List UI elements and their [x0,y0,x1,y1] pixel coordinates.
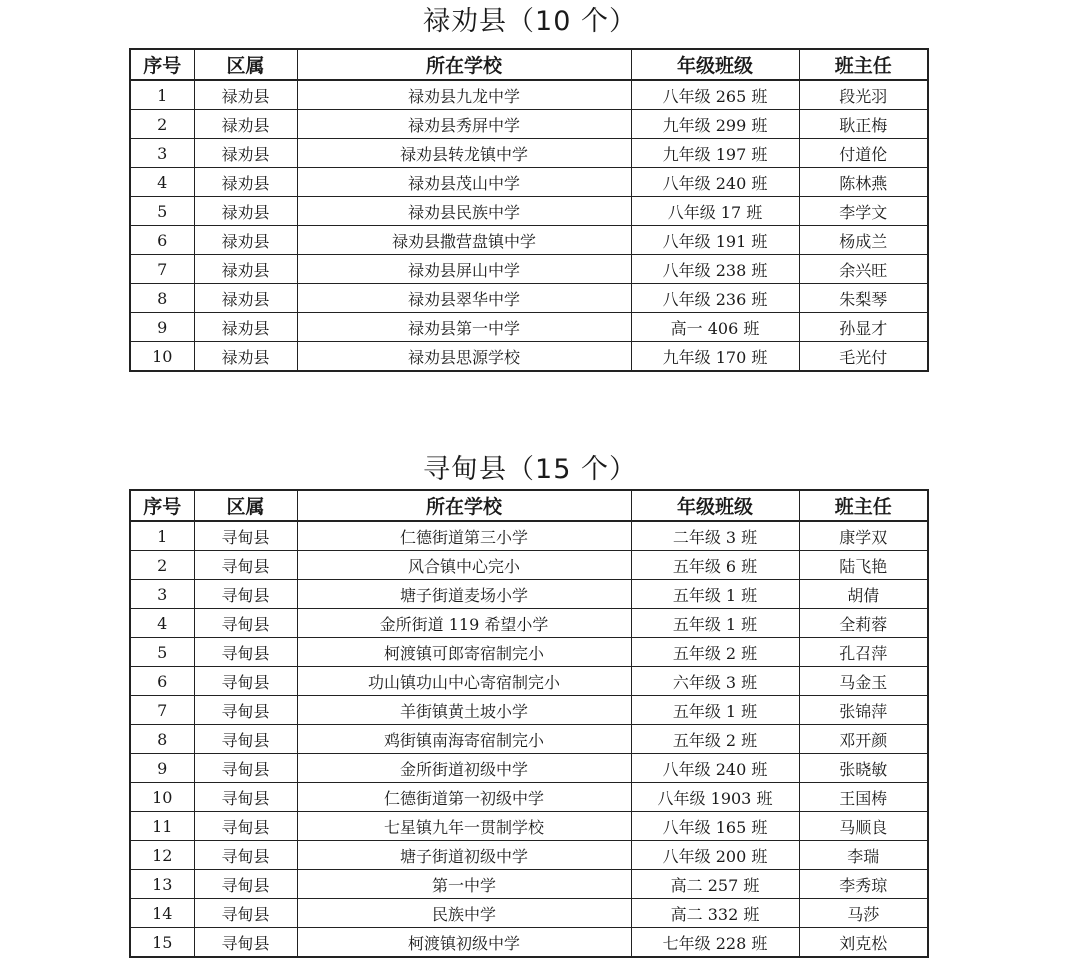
cell-serial: 4 [130,609,194,638]
cell-serial: 1 [130,521,194,551]
table-row [130,783,928,812]
cell-serial: 9 [130,754,194,783]
cell-school: 仁德街道第一初级中学 [297,783,631,812]
table-row [130,168,928,197]
cell-grade-class: 五年级 2 班 [631,725,799,754]
cell-district: 寻甸县 [194,870,297,899]
cell-head-teacher: 李秀琼 [799,870,928,899]
table-row [130,197,928,226]
header-school: 所在学校 [297,49,631,80]
cell-district: 禄劝县 [194,313,297,342]
cell-head-teacher: 孙显才 [799,313,928,342]
cell-school: 禄劝县屏山中学 [297,255,631,284]
cell-serial: 14 [130,899,194,928]
cell-school: 禄劝县思源学校 [297,342,631,372]
header-head-teacher: 班主任 [799,490,928,521]
cell-school: 禄劝县转龙镇中学 [297,139,631,168]
cell-head-teacher: 杨成兰 [799,226,928,255]
cell-district: 禄劝县 [194,197,297,226]
cell-grade-class: 九年级 197 班 [631,139,799,168]
section-title-luquan: 禄劝县（10 个） [423,6,637,37]
cell-grade-class: 高一 406 班 [631,313,799,342]
cell-grade-class: 高二 332 班 [631,899,799,928]
cell-grade-class: 八年级 240 班 [631,168,799,197]
cell-serial: 6 [130,226,194,255]
cell-district: 禄劝县 [194,255,297,284]
cell-school: 金所街道初级中学 [297,754,631,783]
cell-district: 禄劝县 [194,139,297,168]
cell-school: 禄劝县九龙中学 [297,80,631,110]
cell-district: 寻甸县 [194,928,297,958]
cell-serial: 9 [130,313,194,342]
cell-school: 七星镇九年一贯制学校 [297,812,631,841]
cell-district: 寻甸县 [194,521,297,551]
table-row [130,899,928,928]
cell-serial: 1 [130,80,194,110]
cell-school: 禄劝县撒营盘镇中学 [297,226,631,255]
cell-head-teacher: 李瑞 [799,841,928,870]
cell-grade-class: 九年级 170 班 [631,342,799,372]
cell-serial: 2 [130,110,194,139]
table-row [130,255,928,284]
cell-district: 禄劝县 [194,110,297,139]
cell-district: 禄劝县 [194,342,297,372]
cell-grade-class: 五年级 1 班 [631,580,799,609]
cell-serial: 13 [130,870,194,899]
table-row [130,754,928,783]
cell-school: 功山镇功山中心寄宿制完小 [297,667,631,696]
cell-serial: 3 [130,139,194,168]
cell-grade-class: 高二 257 班 [631,870,799,899]
cell-school: 禄劝县茂山中学 [297,168,631,197]
cell-head-teacher: 张锦萍 [799,696,928,725]
header-district: 区属 [194,490,297,521]
table-row [130,80,928,110]
cell-head-teacher: 马金玉 [799,667,928,696]
header-serial: 序号 [130,490,194,521]
cell-district: 寻甸县 [194,725,297,754]
table-row [130,696,928,725]
cell-serial: 12 [130,841,194,870]
table-row [130,313,928,342]
cell-district: 寻甸县 [194,899,297,928]
cell-district: 寻甸县 [194,841,297,870]
cell-school: 羊街镇黄土坡小学 [297,696,631,725]
table-body [130,521,928,957]
table-row [130,928,928,958]
header-district: 区属 [194,49,297,80]
table-row [130,667,928,696]
cell-head-teacher: 朱梨琴 [799,284,928,313]
cell-school: 禄劝县翠华中学 [297,284,631,313]
cell-school: 塘子街道初级中学 [297,841,631,870]
cell-school: 禄劝县第一中学 [297,313,631,342]
cell-head-teacher: 段光羽 [799,80,928,110]
cell-head-teacher: 刘克松 [799,928,928,958]
cell-serial: 5 [130,638,194,667]
header-serial: 序号 [130,49,194,80]
cell-grade-class: 五年级 6 班 [631,551,799,580]
cell-grade-class: 六年级 3 班 [631,667,799,696]
header-head-teacher: 班主任 [799,49,928,80]
luquan-table [129,48,929,372]
table-row [130,812,928,841]
cell-serial: 8 [130,284,194,313]
cell-school: 柯渡镇初级中学 [297,928,631,958]
cell-grade-class: 五年级 1 班 [631,696,799,725]
cell-school: 柯渡镇可郎寄宿制完小 [297,638,631,667]
table-row [130,551,928,580]
cell-district: 寻甸县 [194,551,297,580]
cell-school: 鸡街镇南海寄宿制完小 [297,725,631,754]
header-school: 所在学校 [297,490,631,521]
cell-district: 寻甸县 [194,638,297,667]
header-grade-class: 年级班级 [631,490,799,521]
cell-head-teacher: 康学双 [799,521,928,551]
cell-district: 寻甸县 [194,812,297,841]
xundian-table [129,489,929,958]
cell-serial: 5 [130,197,194,226]
table-row [130,609,928,638]
cell-head-teacher: 胡倩 [799,580,928,609]
cell-head-teacher: 孔召萍 [799,638,928,667]
cell-serial: 10 [130,783,194,812]
table-row [130,521,928,551]
table-row [130,110,928,139]
cell-district: 寻甸县 [194,667,297,696]
cell-grade-class: 五年级 2 班 [631,638,799,667]
table-header [130,490,928,521]
cell-district: 禄劝县 [194,168,297,197]
header-grade-class: 年级班级 [631,49,799,80]
cell-serial: 15 [130,928,194,958]
table-row [130,342,928,372]
cell-grade-class: 八年级 1903 班 [631,783,799,812]
table-body [130,80,928,371]
cell-head-teacher: 毛光付 [799,342,928,372]
cell-school: 禄劝县秀屏中学 [297,110,631,139]
cell-district: 禄劝县 [194,80,297,110]
cell-school: 金所街道 119 希望小学 [297,609,631,638]
table-row [130,139,928,168]
cell-school: 第一中学 [297,870,631,899]
table-row [130,841,928,870]
header-row [130,490,928,521]
cell-school: 仁德街道第三小学 [297,521,631,551]
cell-district: 寻甸县 [194,609,297,638]
cell-head-teacher: 陆飞艳 [799,551,928,580]
cell-head-teacher: 李学文 [799,197,928,226]
cell-district: 寻甸县 [194,754,297,783]
cell-grade-class: 五年级 1 班 [631,609,799,638]
table-row [130,284,928,313]
cell-serial: 6 [130,667,194,696]
cell-grade-class: 八年级 191 班 [631,226,799,255]
cell-district: 寻甸县 [194,696,297,725]
table-row [130,580,928,609]
cell-grade-class: 八年级 17 班 [631,197,799,226]
cell-head-teacher: 马莎 [799,899,928,928]
cell-school: 民族中学 [297,899,631,928]
cell-grade-class: 七年级 228 班 [631,928,799,958]
cell-head-teacher: 耿正梅 [799,110,928,139]
cell-grade-class: 二年级 3 班 [631,521,799,551]
cell-grade-class: 八年级 238 班 [631,255,799,284]
cell-district: 禄劝县 [194,284,297,313]
section-title-xundian: 寻甸县（15 个） [423,454,637,485]
table-row [130,870,928,899]
cell-head-teacher: 付道伦 [799,139,928,168]
cell-serial: 7 [130,255,194,284]
cell-head-teacher: 邓开颜 [799,725,928,754]
cell-school: 塘子街道麦场小学 [297,580,631,609]
cell-serial: 11 [130,812,194,841]
table-row [130,226,928,255]
cell-head-teacher: 张晓敏 [799,754,928,783]
cell-grade-class: 八年级 265 班 [631,80,799,110]
cell-serial: 7 [130,696,194,725]
table-row [130,725,928,754]
cell-grade-class: 九年级 299 班 [631,110,799,139]
table-row [130,638,928,667]
cell-serial: 8 [130,725,194,754]
cell-school: 风合镇中心完小 [297,551,631,580]
cell-serial: 2 [130,551,194,580]
table-header [130,49,928,80]
cell-grade-class: 八年级 165 班 [631,812,799,841]
cell-head-teacher: 马顺良 [799,812,928,841]
cell-head-teacher: 全莉蓉 [799,609,928,638]
cell-head-teacher: 陈林燕 [799,168,928,197]
cell-district: 寻甸县 [194,580,297,609]
cell-head-teacher: 余兴旺 [799,255,928,284]
cell-grade-class: 八年级 240 班 [631,754,799,783]
cell-serial: 4 [130,168,194,197]
cell-district: 禄劝县 [194,226,297,255]
cell-grade-class: 八年级 200 班 [631,841,799,870]
cell-grade-class: 八年级 236 班 [631,284,799,313]
cell-school: 禄劝县民族中学 [297,197,631,226]
cell-serial: 3 [130,580,194,609]
cell-district: 寻甸县 [194,783,297,812]
cell-head-teacher: 王国梼 [799,783,928,812]
cell-serial: 10 [130,342,194,372]
header-row [130,49,928,80]
